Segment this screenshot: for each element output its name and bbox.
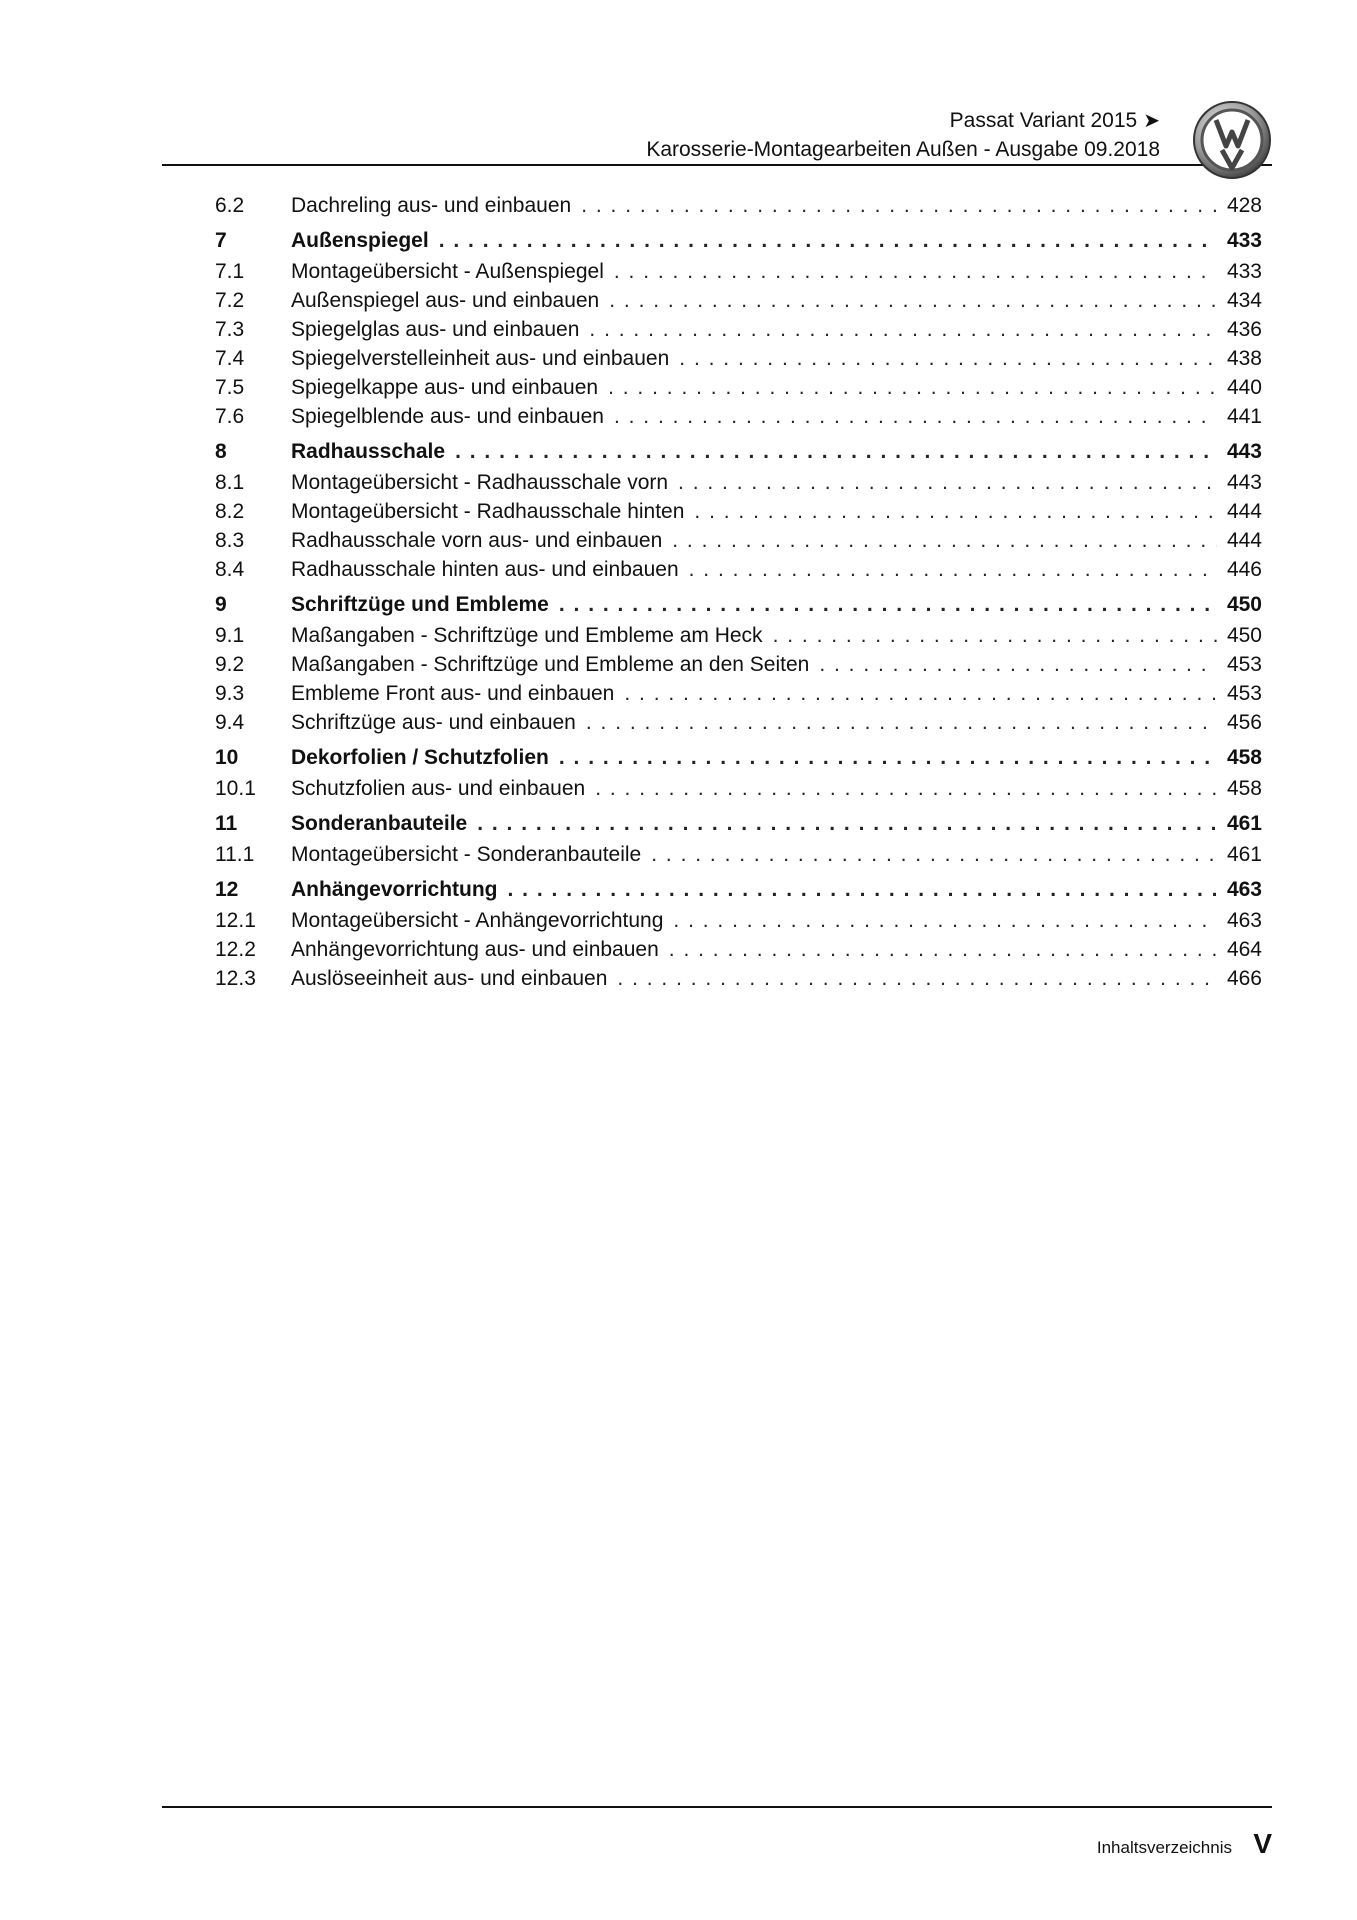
toc-entry-title: Spiegelverstelleinheit aus- und einbauen bbox=[291, 347, 670, 370]
toc-entry-number: 6.2 bbox=[215, 194, 245, 217]
toc-entry-title: Spiegelglas aus- und einbauen bbox=[291, 318, 580, 341]
toc-entry-title: Außenspiegel aus- und einbauen bbox=[291, 289, 600, 312]
table-of-contents bbox=[215, 191, 1262, 993]
toc-entry[interactable] bbox=[215, 402, 1262, 431]
toc-entry-title: Maßangaben - Schriftzüge und Embleme am Heck bbox=[291, 624, 763, 647]
toc-entry-title: Dekorfolien / Schutzfolien bbox=[291, 746, 549, 769]
page-number: V bbox=[1253, 1828, 1272, 1859]
header-model-text: Passat Variant 2015 bbox=[949, 109, 1138, 132]
vw-logo-icon bbox=[1192, 100, 1272, 180]
toc-leader-dots bbox=[673, 906, 1217, 935]
toc-leader-dots bbox=[581, 191, 1217, 220]
toc-chapter-entry[interactable] bbox=[215, 589, 1262, 621]
toc-entry[interactable] bbox=[215, 373, 1262, 402]
toc-leader-dots bbox=[586, 708, 1217, 737]
toc-entry[interactable] bbox=[215, 191, 1262, 220]
toc-entry-page: 463 bbox=[1226, 909, 1262, 932]
toc-entry-title: Spiegelblende aus- und einbauen bbox=[291, 405, 604, 428]
toc-leader-dots bbox=[508, 874, 1217, 906]
toc-entry-title: Schutzfolien aus- und einbauen bbox=[291, 777, 586, 800]
toc-leader-dots bbox=[672, 526, 1217, 555]
toc-entry-number: 11 bbox=[215, 812, 238, 835]
toc-leader-dots bbox=[614, 402, 1217, 431]
toc-leader-dots bbox=[689, 555, 1217, 584]
toc-entry-number: 7.6 bbox=[215, 405, 245, 428]
toc-leader-dots bbox=[559, 589, 1217, 621]
toc-entry[interactable] bbox=[215, 621, 1262, 650]
toc-entry-title: Radhausschale vorn aus- und einbauen bbox=[291, 529, 663, 552]
toc-entry-title: Anhängevorrichtung aus- und einbauen bbox=[291, 938, 659, 961]
toc-entry-page: 428 bbox=[1226, 194, 1262, 217]
toc-entry[interactable] bbox=[215, 708, 1262, 737]
toc-leader-dots bbox=[651, 840, 1217, 869]
toc-entry-number: 10.1 bbox=[215, 777, 256, 800]
toc-entry-title: Schriftzüge aus- und einbauen bbox=[291, 711, 576, 734]
toc-entry[interactable] bbox=[215, 526, 1262, 555]
toc-entry-number: 8.1 bbox=[215, 471, 245, 494]
toc-leader-dots bbox=[477, 808, 1217, 840]
toc-leader-dots bbox=[617, 964, 1217, 993]
toc-leader-dots bbox=[609, 286, 1217, 315]
toc-leader-dots bbox=[679, 344, 1217, 373]
toc-entry-page: 461 bbox=[1226, 843, 1262, 866]
toc-leader-dots bbox=[439, 225, 1217, 257]
toc-entry-number: 7.2 bbox=[215, 289, 245, 312]
toc-entry[interactable] bbox=[215, 286, 1262, 315]
toc-chapter-entry[interactable] bbox=[215, 874, 1262, 906]
toc-entry-title: Montageübersicht - Radhausschale vorn bbox=[291, 471, 669, 494]
toc-entry-page: 453 bbox=[1226, 653, 1262, 676]
toc-entry-number: 7 bbox=[215, 229, 227, 252]
toc-chapter-entry[interactable] bbox=[215, 742, 1262, 774]
toc-entry[interactable] bbox=[215, 468, 1262, 497]
toc-entry-number: 7.3 bbox=[215, 318, 245, 341]
toc-leader-dots bbox=[678, 468, 1217, 497]
toc-entry-page: 436 bbox=[1226, 318, 1262, 341]
toc-entry-number: 11.1 bbox=[215, 843, 255, 866]
toc-entry-page: 443 bbox=[1226, 471, 1262, 494]
next-arrow-icon: ➤ bbox=[1143, 110, 1160, 132]
toc-entry-title: Sonderanbauteile bbox=[291, 812, 468, 835]
toc-entry-page: 446 bbox=[1226, 558, 1262, 581]
toc-entry-number: 8.2 bbox=[215, 500, 245, 523]
toc-entry[interactable] bbox=[215, 344, 1262, 373]
toc-entry-number: 8.3 bbox=[215, 529, 245, 552]
footer-rule bbox=[162, 1806, 1272, 1808]
toc-entry[interactable] bbox=[215, 497, 1262, 526]
toc-entry-title: Spiegelkappe aus- und einbauen bbox=[291, 376, 599, 399]
toc-entry-number: 12.1 bbox=[215, 909, 256, 932]
toc-leader-dots bbox=[819, 650, 1217, 679]
toc-entry[interactable] bbox=[215, 555, 1262, 584]
toc-entry-number: 7.1 bbox=[215, 260, 245, 283]
toc-entry-title: Montageübersicht - Sonderanbauteile bbox=[291, 843, 642, 866]
toc-entry-page: 458 bbox=[1226, 746, 1262, 769]
toc-entry-page: 441 bbox=[1226, 405, 1262, 428]
header-subtitle: Karosserie-Montagearbeiten Außen - Ausgabe 09.2018 bbox=[646, 138, 1160, 161]
toc-entry-title: Embleme Front aus- und einbauen bbox=[291, 682, 615, 705]
toc-leader-dots bbox=[455, 436, 1217, 468]
toc-entry-page: 450 bbox=[1226, 624, 1262, 647]
toc-entry-page: 453 bbox=[1226, 682, 1262, 705]
toc-leader-dots bbox=[773, 621, 1217, 650]
toc-entry-title: Dachreling aus- und einbauen bbox=[291, 194, 572, 217]
toc-leader-dots bbox=[589, 315, 1217, 344]
toc-entry[interactable] bbox=[215, 840, 1262, 869]
toc-entry-number: 9.4 bbox=[215, 711, 245, 734]
toc-chapter-entry[interactable] bbox=[215, 225, 1262, 257]
toc-entry-title: Maßangaben - Schriftzüge und Embleme an den Seiten bbox=[291, 653, 810, 676]
toc-entry-number: 9.2 bbox=[215, 653, 245, 676]
toc-entry-title: Montageübersicht - Außenspiegel bbox=[291, 260, 604, 283]
toc-entry-page: 433 bbox=[1226, 229, 1262, 252]
toc-entry-number: 12.3 bbox=[215, 967, 256, 990]
toc-entry-title: Montageübersicht - Radhausschale hinten bbox=[291, 500, 685, 523]
toc-entry-number: 12.2 bbox=[215, 938, 256, 961]
toc-entry[interactable] bbox=[215, 774, 1262, 803]
toc-entry-number: 8.4 bbox=[215, 558, 245, 581]
toc-entry-page: 444 bbox=[1226, 529, 1262, 552]
toc-entry[interactable] bbox=[215, 257, 1262, 286]
toc-entry-number: 7.5 bbox=[215, 376, 245, 399]
toc-chapter-entry[interactable] bbox=[215, 436, 1262, 468]
toc-leader-dots bbox=[595, 774, 1217, 803]
toc-chapter-entry[interactable] bbox=[215, 808, 1262, 840]
toc-entry-page: 434 bbox=[1226, 289, 1262, 312]
toc-leader-dots bbox=[669, 935, 1217, 964]
toc-entry-page: 464 bbox=[1226, 938, 1262, 961]
toc-leader-dots bbox=[694, 497, 1217, 526]
toc-entry[interactable] bbox=[215, 935, 1262, 964]
toc-entry[interactable] bbox=[215, 679, 1262, 708]
toc-entry[interactable] bbox=[215, 315, 1262, 344]
toc-entry-page: 450 bbox=[1226, 593, 1262, 616]
toc-entry-page: 456 bbox=[1226, 711, 1262, 734]
toc-entry-number: 7.4 bbox=[215, 347, 245, 370]
toc-entry-number: 9.1 bbox=[215, 624, 245, 647]
toc-leader-dots bbox=[559, 742, 1217, 774]
header-rule bbox=[162, 164, 1272, 166]
toc-entry-page: 444 bbox=[1226, 500, 1262, 523]
toc-entry-title: Schriftzüge und Embleme bbox=[291, 593, 549, 616]
toc-entry-page: 433 bbox=[1226, 260, 1262, 283]
toc-entry[interactable] bbox=[215, 964, 1262, 993]
toc-leader-dots bbox=[624, 679, 1217, 708]
toc-entry-title: Radhausschale hinten aus- und einbauen bbox=[291, 558, 679, 581]
toc-entry-title: Anhängevorrichtung bbox=[291, 878, 498, 901]
toc-entry-page: 438 bbox=[1226, 347, 1262, 370]
toc-entry-page: 440 bbox=[1226, 376, 1262, 399]
toc-entry-page: 461 bbox=[1226, 812, 1262, 835]
toc-entry-page: 463 bbox=[1226, 878, 1262, 901]
toc-leader-dots bbox=[608, 373, 1217, 402]
toc-entry-number: 9.3 bbox=[215, 682, 245, 705]
toc-entry-number: 8 bbox=[215, 440, 227, 463]
toc-entry-title: Radhausschale bbox=[291, 440, 446, 463]
toc-entry-page: 443 bbox=[1226, 440, 1262, 463]
toc-entry[interactable] bbox=[215, 906, 1262, 935]
toc-entry-number: 12 bbox=[215, 878, 239, 901]
toc-entry-page: 466 bbox=[1226, 967, 1262, 990]
header-model bbox=[950, 108, 1160, 133]
toc-entry-title: Außenspiegel bbox=[291, 229, 429, 252]
footer-label: Inhaltsverzeichnis bbox=[1096, 1838, 1232, 1857]
toc-entry-page: 458 bbox=[1226, 777, 1262, 800]
toc-entry-title: Montageübersicht - Anhängevorrichtung bbox=[291, 909, 664, 932]
toc-entry[interactable] bbox=[215, 650, 1262, 679]
toc-entry-number: 9 bbox=[215, 593, 227, 616]
toc-entry-title: Auslöseeinheit aus- und einbauen bbox=[291, 967, 608, 990]
toc-leader-dots bbox=[614, 257, 1217, 286]
toc-entry-number: 10 bbox=[215, 746, 239, 769]
